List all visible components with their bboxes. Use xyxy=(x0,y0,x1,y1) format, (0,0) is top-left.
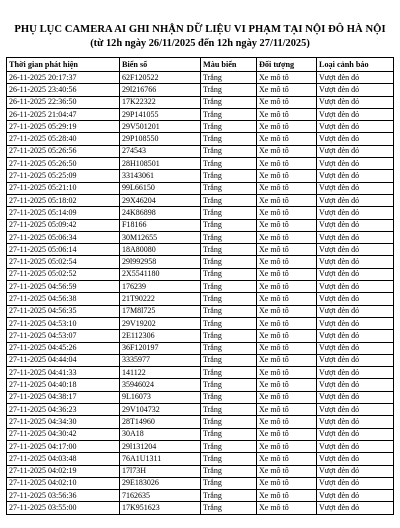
cell-plate-number: 17M8l725 xyxy=(120,305,201,317)
cell-plate-number: 29E183026 xyxy=(120,477,201,489)
cell-warning-type: Vượt đèn đỏ xyxy=(317,404,394,416)
cell-warning-type: Vượt đèn đỏ xyxy=(317,170,394,182)
cell-warning-type: Vượt đèn đỏ xyxy=(317,379,394,391)
cell-warning-type: Vượt đèn đỏ xyxy=(317,367,394,379)
cell-vehicle-type: Xe mô tô xyxy=(257,96,317,108)
table-row xyxy=(7,281,394,293)
cell-plate-number: 29l992958 xyxy=(120,256,201,268)
cell-plate-number: 17K22322 xyxy=(120,96,201,108)
cell-warning-type: Vượt đèn đỏ xyxy=(317,477,394,489)
cell-vehicle-type: Xe mô tô xyxy=(257,465,317,477)
header-detection-time: Thời gian phát hiện xyxy=(7,58,120,72)
cell-detection-time: 27-11-2025 05:02:54 xyxy=(7,256,120,268)
table-row xyxy=(7,502,394,514)
cell-warning-type: Vượt đèn đỏ xyxy=(317,182,394,194)
table-row xyxy=(7,170,394,182)
table-row xyxy=(7,72,394,84)
cell-vehicle-type: Xe mô tô xyxy=(257,256,317,268)
cell-plate-color: Trắng xyxy=(201,367,257,379)
cell-plate-number: 29V104732 xyxy=(120,404,201,416)
table-row xyxy=(7,379,394,391)
cell-warning-type: Vượt đèn đỏ xyxy=(317,133,394,145)
violation-table xyxy=(6,57,394,515)
cell-detection-time: 27-11-2025 04:44:04 xyxy=(7,354,120,366)
table-row xyxy=(7,440,394,452)
table-row xyxy=(7,96,394,108)
cell-plate-color: Trắng xyxy=(201,502,257,514)
cell-vehicle-type: Xe mô tô xyxy=(257,293,317,305)
cell-vehicle-type: Xe mô tô xyxy=(257,231,317,243)
cell-warning-type: Vượt đèn đỏ xyxy=(317,453,394,465)
cell-plate-color: Trắng xyxy=(201,256,257,268)
cell-warning-type: Vượt đèn đỏ xyxy=(317,428,394,440)
cell-plate-color: Trắng xyxy=(201,428,257,440)
cell-detection-time: 27-11-2025 05:06:14 xyxy=(7,244,120,256)
cell-warning-type: Vượt đèn đỏ xyxy=(317,354,394,366)
cell-vehicle-type: Xe mô tô xyxy=(257,477,317,489)
cell-detection-time: 27-11-2025 03:55:00 xyxy=(7,502,120,514)
cell-plate-number: 3335977 xyxy=(120,354,201,366)
cell-plate-color: Trắng xyxy=(201,84,257,96)
cell-warning-type: Vượt đèn đỏ xyxy=(317,207,394,219)
table-row xyxy=(7,404,394,416)
cell-vehicle-type: Xe mô tô xyxy=(257,219,317,231)
cell-plate-number: 29P141055 xyxy=(120,108,201,120)
cell-vehicle-type: Xe mô tô xyxy=(257,207,317,219)
cell-warning-type: Vượt đèn đỏ xyxy=(317,342,394,354)
cell-plate-number: F18166 xyxy=(120,219,201,231)
cell-detection-time: 27-11-2025 04:30:42 xyxy=(7,428,120,440)
table-row xyxy=(7,231,394,243)
cell-plate-number: 21T90222 xyxy=(120,293,201,305)
cell-plate-number: 62F120522 xyxy=(120,72,201,84)
cell-plate-number: 30M12655 xyxy=(120,231,201,243)
header-warning-type: Loại cảnh báo xyxy=(317,58,394,72)
cell-detection-time: 27-11-2025 04:56:38 xyxy=(7,293,120,305)
cell-vehicle-type: Xe mô tô xyxy=(257,490,317,502)
cell-detection-time: 27-11-2025 05:09:42 xyxy=(7,219,120,231)
table-row xyxy=(7,133,394,145)
cell-detection-time: 27-11-2025 05:02:52 xyxy=(7,268,120,280)
cell-detection-time: 27-11-2025 04:53:10 xyxy=(7,317,120,329)
cell-vehicle-type: Xe mô tô xyxy=(257,108,317,120)
cell-warning-type: Vượt đèn đỏ xyxy=(317,158,394,170)
cell-warning-type: Vượt đèn đỏ xyxy=(317,121,394,133)
cell-warning-type: Vượt đèn đỏ xyxy=(317,391,394,403)
cell-plate-color: Trắng xyxy=(201,440,257,452)
cell-vehicle-type: Xe mô tô xyxy=(257,354,317,366)
cell-vehicle-type: Xe mô tô xyxy=(257,121,317,133)
cell-plate-color: Trắng xyxy=(201,293,257,305)
table-row xyxy=(7,490,394,502)
cell-plate-number: 29X46204 xyxy=(120,194,201,206)
cell-detection-time: 27-11-2025 05:06:34 xyxy=(7,231,120,243)
cell-warning-type: Vượt đèn đỏ xyxy=(317,330,394,342)
cell-detection-time: 27-11-2025 05:18:02 xyxy=(7,194,120,206)
table-row xyxy=(7,305,394,317)
cell-warning-type: Vượt đèn đỏ xyxy=(317,268,394,280)
cell-plate-number: 29l131204 xyxy=(120,440,201,452)
cell-plate-color: Trắng xyxy=(201,158,257,170)
cell-vehicle-type: Xe mô tô xyxy=(257,453,317,465)
header-plate-color: Màu biển xyxy=(201,58,257,72)
table-row xyxy=(7,158,394,170)
cell-warning-type: Vượt đèn đỏ xyxy=(317,72,394,84)
cell-vehicle-type: Xe mô tô xyxy=(257,440,317,452)
cell-plate-number: 99L66150 xyxy=(120,182,201,194)
cell-vehicle-type: Xe mô tô xyxy=(257,416,317,428)
cell-plate-color: Trắng xyxy=(201,477,257,489)
table-row xyxy=(7,391,394,403)
cell-detection-time: 27-11-2025 05:14:09 xyxy=(7,207,120,219)
cell-plate-color: Trắng xyxy=(201,108,257,120)
cell-warning-type: Vượt đèn đỏ xyxy=(317,84,394,96)
table-row xyxy=(7,477,394,489)
cell-detection-time: 27-11-2025 04:34:30 xyxy=(7,416,120,428)
cell-vehicle-type: Xe mô tô xyxy=(257,268,317,280)
cell-plate-number: 35946024 xyxy=(120,379,201,391)
cell-detection-time: 27-11-2025 04:03:48 xyxy=(7,453,120,465)
cell-detection-time: 27-11-2025 04:40:18 xyxy=(7,379,120,391)
cell-warning-type: Vượt đèn đỏ xyxy=(317,416,394,428)
cell-warning-type: Vượt đèn đỏ xyxy=(317,281,394,293)
cell-plate-color: Trắng xyxy=(201,404,257,416)
cell-plate-number: 274543 xyxy=(120,145,201,157)
cell-plate-number: 18A80080 xyxy=(120,244,201,256)
cell-detection-time: 27-11-2025 03:56:36 xyxy=(7,490,120,502)
table-row xyxy=(7,145,394,157)
cell-plate-color: Trắng xyxy=(201,170,257,182)
table-row xyxy=(7,84,394,96)
cell-detection-time: 27-11-2025 05:26:50 xyxy=(7,158,120,170)
cell-warning-type: Vượt đèn đỏ xyxy=(317,108,394,120)
cell-vehicle-type: Xe mô tô xyxy=(257,158,317,170)
cell-vehicle-type: Xe mô tô xyxy=(257,330,317,342)
cell-detection-time: 27-11-2025 04:38:17 xyxy=(7,391,120,403)
cell-detection-time: 26-11-2025 23:40:56 xyxy=(7,84,120,96)
cell-vehicle-type: Xe mô tô xyxy=(257,502,317,514)
cell-vehicle-type: Xe mô tô xyxy=(257,281,317,293)
table-row xyxy=(7,317,394,329)
table-header-row xyxy=(7,58,394,72)
cell-detection-time: 27-11-2025 05:26:56 xyxy=(7,145,120,157)
table-row xyxy=(7,268,394,280)
cell-vehicle-type: Xe mô tô xyxy=(257,305,317,317)
cell-warning-type: Vượt đèn đỏ xyxy=(317,502,394,514)
cell-vehicle-type: Xe mô tô xyxy=(257,170,317,182)
cell-warning-type: Vượt đèn đỏ xyxy=(317,145,394,157)
table-row xyxy=(7,121,394,133)
cell-plate-number: 76A1U1311 xyxy=(120,453,201,465)
cell-plate-color: Trắng xyxy=(201,268,257,280)
cell-plate-number: 28H108501 xyxy=(120,158,201,170)
cell-plate-color: Trắng xyxy=(201,194,257,206)
cell-warning-type: Vượt đèn đỏ xyxy=(317,465,394,477)
cell-detection-time: 26-11-2025 20:17:37 xyxy=(7,72,120,84)
cell-vehicle-type: Xe mô tô xyxy=(257,379,317,391)
document-title: PHỤ LỤC CAMERA AI GHI NHẬN DỮ LIỆU VI PHẠM TẠI NỘI ĐÔ HÀ NỘI xyxy=(14,24,386,35)
table-row xyxy=(7,416,394,428)
cell-plate-number: 33143061 xyxy=(120,170,201,182)
cell-plate-number: 176239 xyxy=(120,281,201,293)
cell-detection-time: 26-11-2025 22:36:50 xyxy=(7,96,120,108)
document-subtitle: (từ 12h ngày 26/11/2025 đến 12h ngày 27/11/2025) xyxy=(90,38,310,49)
cell-vehicle-type: Xe mô tô xyxy=(257,194,317,206)
cell-plate-number: 9L16073 xyxy=(120,391,201,403)
cell-plate-color: Trắng xyxy=(201,330,257,342)
cell-plate-color: Trắng xyxy=(201,133,257,145)
cell-vehicle-type: Xe mô tô xyxy=(257,317,317,329)
table-body xyxy=(7,72,394,515)
table-row xyxy=(7,342,394,354)
cell-warning-type: Vượt đèn đỏ xyxy=(317,256,394,268)
cell-detection-time: 27-11-2025 04:45:26 xyxy=(7,342,120,354)
table-row xyxy=(7,354,394,366)
cell-warning-type: Vượt đèn đỏ xyxy=(317,96,394,108)
cell-plate-color: Trắng xyxy=(201,145,257,157)
table-row xyxy=(7,244,394,256)
cell-vehicle-type: Xe mô tô xyxy=(257,182,317,194)
cell-plate-number: 7162635 xyxy=(120,490,201,502)
cell-plate-color: Trắng xyxy=(201,231,257,243)
cell-vehicle-type: Xe mô tô xyxy=(257,428,317,440)
table-row xyxy=(7,207,394,219)
cell-plate-number: 29V19202 xyxy=(120,317,201,329)
cell-plate-number: 29P108550 xyxy=(120,133,201,145)
cell-vehicle-type: Xe mô tô xyxy=(257,145,317,157)
cell-warning-type: Vượt đèn đỏ xyxy=(317,293,394,305)
table-row xyxy=(7,465,394,477)
cell-vehicle-type: Xe mô tô xyxy=(257,84,317,96)
cell-detection-time: 27-11-2025 04:56:35 xyxy=(7,305,120,317)
cell-detection-time: 27-11-2025 04:02:10 xyxy=(7,477,120,489)
table-row xyxy=(7,194,394,206)
cell-vehicle-type: Xe mô tô xyxy=(257,72,317,84)
cell-plate-number: 29V501201 xyxy=(120,121,201,133)
header-vehicle-type: Đối tượng xyxy=(257,58,317,72)
cell-plate-number: 24K86898 xyxy=(120,207,201,219)
cell-plate-color: Trắng xyxy=(201,354,257,366)
cell-plate-color: Trắng xyxy=(201,416,257,428)
cell-plate-number: 28T14960 xyxy=(120,416,201,428)
cell-plate-color: Trắng xyxy=(201,121,257,133)
cell-vehicle-type: Xe mô tô xyxy=(257,404,317,416)
cell-plate-number: 141122 xyxy=(120,367,201,379)
cell-warning-type: Vượt đèn đỏ xyxy=(317,440,394,452)
table-row xyxy=(7,219,394,231)
cell-plate-number: 17l73H xyxy=(120,465,201,477)
cell-warning-type: Vượt đèn đỏ xyxy=(317,490,394,502)
cell-plate-color: Trắng xyxy=(201,72,257,84)
cell-plate-color: Trắng xyxy=(201,96,257,108)
cell-plate-color: Trắng xyxy=(201,317,257,329)
cell-plate-number: 29l216766 xyxy=(120,84,201,96)
cell-plate-number: 30A18 xyxy=(120,428,201,440)
cell-plate-color: Trắng xyxy=(201,244,257,256)
cell-detection-time: 26-11-2025 21:04:47 xyxy=(7,108,120,120)
cell-warning-type: Vượt đèn đỏ xyxy=(317,231,394,243)
cell-detection-time: 27-11-2025 05:28:40 xyxy=(7,133,120,145)
cell-detection-time: 27-11-2025 05:29:19 xyxy=(7,121,120,133)
cell-plate-color: Trắng xyxy=(201,182,257,194)
cell-detection-time: 27-11-2025 04:02:19 xyxy=(7,465,120,477)
cell-plate-color: Trắng xyxy=(201,453,257,465)
cell-detection-time: 27-11-2025 05:25:09 xyxy=(7,170,120,182)
cell-detection-time: 27-11-2025 04:36:23 xyxy=(7,404,120,416)
table-row xyxy=(7,293,394,305)
cell-detection-time: 27-11-2025 04:41:33 xyxy=(7,367,120,379)
table-row xyxy=(7,428,394,440)
cell-warning-type: Vượt đèn đỏ xyxy=(317,244,394,256)
cell-plate-color: Trắng xyxy=(201,219,257,231)
cell-warning-type: Vượt đèn đỏ xyxy=(317,317,394,329)
cell-warning-type: Vượt đèn đỏ xyxy=(317,194,394,206)
cell-plate-color: Trắng xyxy=(201,305,257,317)
table-row xyxy=(7,108,394,120)
cell-plate-color: Trắng xyxy=(201,391,257,403)
cell-warning-type: Vượt đèn đỏ xyxy=(317,305,394,317)
cell-plate-color: Trắng xyxy=(201,379,257,391)
cell-detection-time: 27-11-2025 04:17:00 xyxy=(7,440,120,452)
cell-vehicle-type: Xe mô tô xyxy=(257,391,317,403)
cell-plate-color: Trắng xyxy=(201,465,257,477)
cell-plate-number: 2X5541180 xyxy=(120,268,201,280)
cell-plate-color: Trắng xyxy=(201,207,257,219)
cell-vehicle-type: Xe mô tô xyxy=(257,133,317,145)
cell-vehicle-type: Xe mô tô xyxy=(257,342,317,354)
header-plate-number: Biển số xyxy=(120,58,201,72)
table-row xyxy=(7,256,394,268)
cell-plate-color: Trắng xyxy=(201,490,257,502)
cell-plate-number: 36F120197 xyxy=(120,342,201,354)
cell-plate-number: 2E112306 xyxy=(120,330,201,342)
table-row xyxy=(7,182,394,194)
cell-plate-color: Trắng xyxy=(201,342,257,354)
cell-plate-color: Trắng xyxy=(201,281,257,293)
table-row xyxy=(7,330,394,342)
cell-warning-type: Vượt đèn đỏ xyxy=(317,219,394,231)
cell-detection-time: 27-11-2025 05:21:10 xyxy=(7,182,120,194)
cell-vehicle-type: Xe mô tô xyxy=(257,244,317,256)
cell-plate-number: 17K951623 xyxy=(120,502,201,514)
cell-detection-time: 27-11-2025 04:53:07 xyxy=(7,330,120,342)
cell-vehicle-type: Xe mô tô xyxy=(257,367,317,379)
table-row xyxy=(7,453,394,465)
table-row xyxy=(7,367,394,379)
cell-detection-time: 27-11-2025 04:56:59 xyxy=(7,281,120,293)
